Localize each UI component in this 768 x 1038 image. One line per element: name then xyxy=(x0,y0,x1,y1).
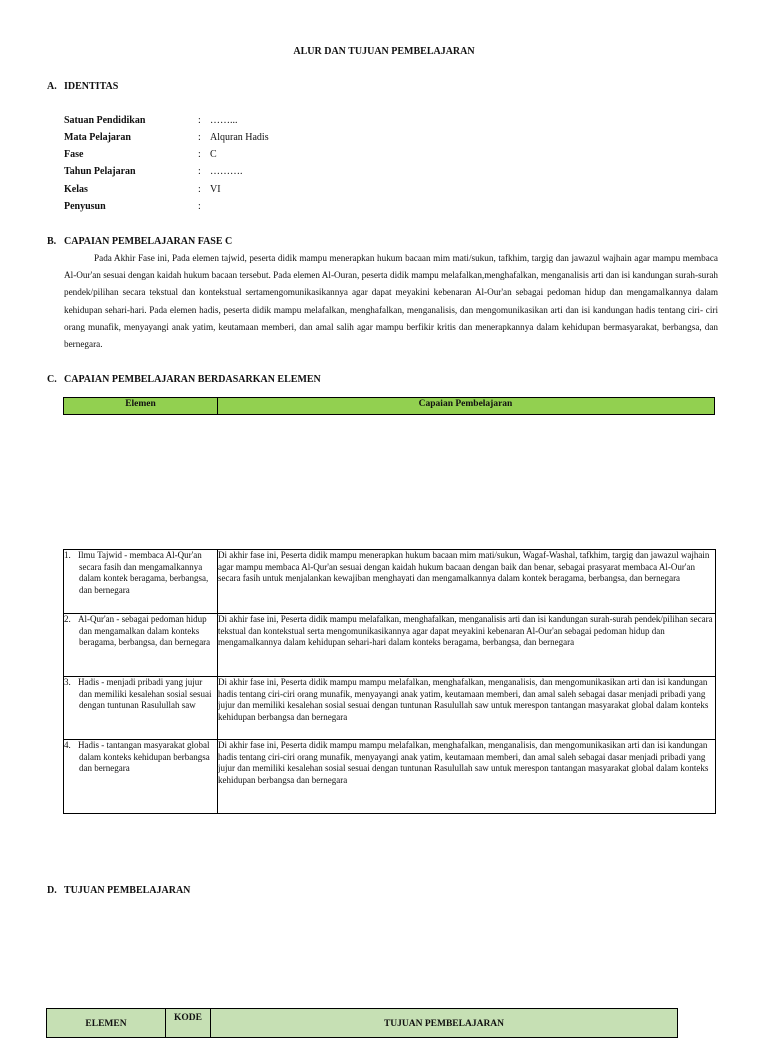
header-tujuan: TUJUAN PEMBELAJARAN xyxy=(211,1009,678,1038)
identity-label: Fase xyxy=(64,149,84,160)
identity-row xyxy=(64,184,364,198)
tujuan-table xyxy=(46,1008,678,1038)
elemen-text: Al-Qur'an - sebagai pedoman hidup dan mengamalkan dalam konteks beragama, berbangsa, dan bernegara xyxy=(78,614,211,648)
table-row xyxy=(64,740,716,814)
elemen-table-header xyxy=(63,397,715,415)
section-b-title: CAPAIAN PEMBELAJARAN FASE C xyxy=(64,236,233,247)
row-number: 3. xyxy=(64,677,71,687)
section-a-title: IDENTITAS xyxy=(64,81,119,92)
capaian-fase-paragraph: Pada Akhir Fase ini, Pada elemen tajwid, peserta didik mampu menerapkan hukum bacaan mim mati/sukun, tafkhim, targig dan jawazul wajhain agar mampu membaca Al-Our'an sesuai dengan kaidah hukum bacaan tersebut. Pada elemen Al-Ouran, peserta didik mampu melafalkan,menghafalkan, menganalisis arti dan isi kandungan surah-surah pendek/pilihan secara tekstual dan kontekstual sertamengomunikasikannya agar dapat meyakini kebenaran Al-Our'an sebagai pedoman hidup dan mengamalkannya dalam kehidupan sehari-hari. Pada elemen hadis, peserta didik mampu melafalkan, menghafalkan, menganalisis, dan mengomunikasikan arti dan isi kandungan hadis tentang ciri- ciri orang munafik, menyayangi anak yatim, keutamaan memberi, dan amal salih agar mampu berfikir kritis dan menerapkannya dalam kehidupan bermasyarakat, berbangsa, dan bernegara. xyxy=(64,253,718,350)
identity-row xyxy=(64,149,364,163)
identity-value: ………. xyxy=(210,166,243,177)
identity-colon: : xyxy=(198,132,201,143)
tujuan-header-row xyxy=(47,1009,678,1038)
identity-colon: : xyxy=(198,184,201,195)
section-d-letter: D. xyxy=(47,885,57,896)
capaian-cell: Di akhir fase ini, Peserta didik mampu melafalkan, menghafalkan, menganalisis arti dan isi kandungan surah-surah pendek/pilihan secara tekstual dan kontekstual serta mengomunikasikannya agar dapat meyakini kebenaran Al-Our'an sebagai pedoman hidup dan mengamalkannya dalam kehidupan sehari-hari dalam konteks beragama, berbangsa, dan bernegara xyxy=(218,614,716,677)
identity-row xyxy=(64,201,364,215)
section-c-title: CAPAIAN PEMBELAJARAN BERDASARKAN ELEMEN xyxy=(64,374,321,385)
table-row xyxy=(64,677,716,740)
section-c-letter: C. xyxy=(47,374,57,385)
table-row xyxy=(64,614,716,677)
identity-value: ……... xyxy=(210,115,238,126)
elemen-cell xyxy=(64,677,218,740)
header-capaian: Capaian Pembelajaran xyxy=(418,399,513,409)
header-kode: KODE xyxy=(166,1009,211,1038)
capaian-cell: Di akhir fase ini, Peserta didik mampu menerapkan hukum bacaan mim mati/sukun, Wagaf-Washal, tafkhim, targig dan jawazul wajhain agar mampu membaca Al-Qur'an sesuai dengan kaidah hukum bacaan dengan baik dan benar, sebagai prasyarat membaca Al-Our'an secara fasih untuk menjalankan kewajiban menghayati dan mengamalkannya dalam kontek beragama, berbangsa, dan bernegara xyxy=(218,550,716,614)
elemen-cell xyxy=(64,740,218,814)
identity-colon: : xyxy=(198,201,201,212)
table-row xyxy=(64,550,716,614)
identity-value: VI xyxy=(210,184,221,195)
identity-row xyxy=(64,166,364,180)
row-number: 1. xyxy=(64,550,71,560)
identity-label: Mata Pelajaran xyxy=(64,132,131,143)
section-d-title: TUJUAN PEMBELAJARAN xyxy=(64,885,191,896)
elemen-cell xyxy=(64,550,218,614)
elemen-text: Hadis - menjadi pribadi yang jujur dan memiliki kesalehan sosial sesuai dengan tuntunan Rasulullah saw xyxy=(78,677,212,711)
identity-value: C xyxy=(210,149,217,160)
header-elemen: ELEMEN xyxy=(47,1009,166,1038)
row-number: 2. xyxy=(64,614,71,624)
header-elemen: Elemen xyxy=(64,398,218,414)
page-title: ALUR DAN TUJUAN PEMBELAJARAN xyxy=(293,46,475,57)
capaian-cell: Di akhir fase ini, Peserta didik mampu mampu melafalkan, menghafalkan, menganalisis, dan mengomunikasikan arti dan isi kandungan hadis tentang ciri-ciri orang munafik, menyayangi anak yatim, keutamaan memberi, dan amal saleh sebagai dasar menjadi pribadi yang jujur dan memiliki kesalehan sosial sesuai dengan tuntunan Rasulullah saw untuk merespon tantangan masyarakat global dalam konteks kehidupan berbangsa dan bernegara xyxy=(218,740,716,814)
identity-label: Satuan Pendidikan xyxy=(64,115,146,126)
elemen-text: Hadis - tantangan masyarakat global dalam konteks kehidupan berbangsa dan bernegara xyxy=(78,740,210,774)
identity-value: Alquran Hadis xyxy=(210,132,269,143)
identity-label: Tahun Pelajaran xyxy=(64,166,136,177)
identity-label: Kelas xyxy=(64,184,88,195)
section-a-letter: A. xyxy=(47,81,57,92)
identity-row xyxy=(64,132,364,146)
elemen-table xyxy=(63,549,716,814)
row-number: 4. xyxy=(64,740,71,750)
elemen-text: Ilmu Tajwid - membaca Al-Qur'an secara fasih dan mengamalkannya dalam kontek beragama, berbangsa, dan bernegara xyxy=(78,550,209,595)
section-b-letter: B. xyxy=(47,236,57,247)
identity-colon: : xyxy=(198,115,201,126)
elemen-cell xyxy=(64,614,218,677)
identity-colon: : xyxy=(198,166,201,177)
capaian-cell: Di akhir fase ini, Peserta didik mampu mampu melafalkan, menghafalkan, menganalisis, dan mengomunikasikan arti dan isi kandungan hadis tentang ciri-ciri orang munafik, menyayangi anak yatim, keutamaan memberi, dan amal saleh sebagai dasar menjadi pribadi yang jujur dan memiliki kesalehan sosial sesuai dengan tuntunan Rasulullah saw untuk merespon tantangan masyarakat global dalam konteks kehidupan berbangsa dan bernegara xyxy=(218,677,716,740)
identity-row xyxy=(64,115,364,129)
identity-colon: : xyxy=(198,149,201,160)
identity-label: Penyusun xyxy=(64,201,106,212)
